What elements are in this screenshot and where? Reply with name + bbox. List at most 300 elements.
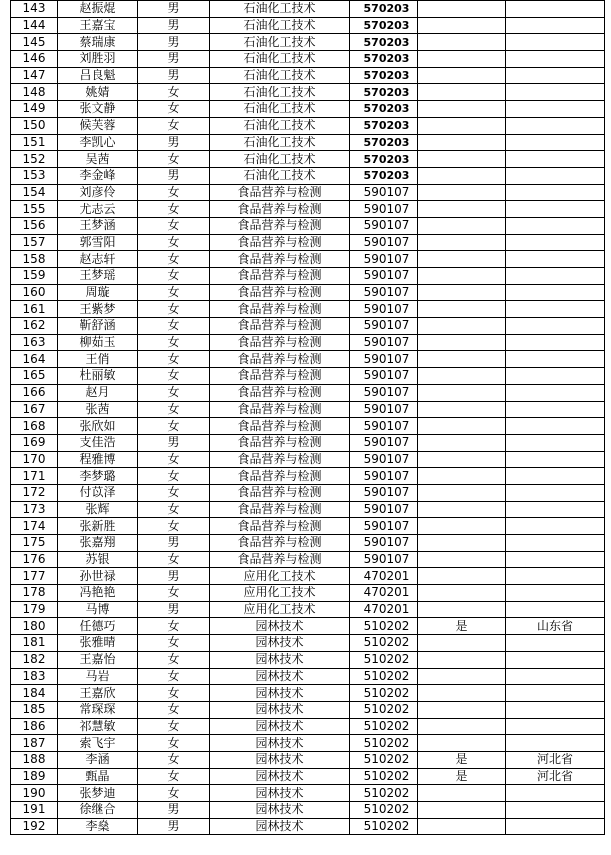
province-cell [506,518,605,535]
gender-cell: 女 [138,484,210,501]
province-cell [506,685,605,702]
student-name-cell: 郭雪阳 [58,234,138,251]
province-cell: 河北省 [506,751,605,768]
flag-cell [418,334,506,351]
province-cell [506,167,605,184]
gender-cell: 女 [138,551,210,568]
student-name-cell: 任德巧 [58,618,138,635]
flag-cell [418,268,506,285]
province-cell [506,384,605,401]
major-cell: 食品营养与检测 [210,334,350,351]
major-cell: 园林技术 [210,768,350,785]
row-number-cell: 148 [11,84,58,101]
gender-cell: 女 [138,518,210,535]
row-number-cell: 177 [11,568,58,585]
row-number-cell: 162 [11,318,58,335]
row-number-cell: 160 [11,284,58,301]
flag-cell [418,184,506,201]
gender-cell: 女 [138,301,210,318]
flag-cell [418,468,506,485]
province-cell [506,635,605,652]
student-name-cell: 程雅博 [58,451,138,468]
gender-cell: 女 [138,351,210,368]
major-cell: 食品营养与检测 [210,368,350,385]
gender-cell: 女 [138,117,210,134]
major-cell: 石油化工技术 [210,1,350,18]
gender-cell: 男 [138,802,210,819]
major-cell: 石油化工技术 [210,151,350,168]
gender-cell: 女 [138,701,210,718]
province-cell [506,418,605,435]
flag-cell [418,201,506,218]
gender-cell: 女 [138,234,210,251]
flag-cell [418,17,506,34]
flag-cell [418,451,506,468]
major-code-cell: 510202 [350,685,418,702]
flag-cell [418,568,506,585]
major-code-cell: 590107 [350,535,418,552]
major-cell: 食品营养与检测 [210,318,350,335]
flag-cell [418,101,506,118]
gender-cell: 男 [138,51,210,68]
gender-cell: 女 [138,368,210,385]
major-cell: 园林技术 [210,751,350,768]
major-code-cell: 510202 [350,635,418,652]
major-code-cell: 590107 [350,184,418,201]
student-name-cell: 马博 [58,601,138,618]
flag-cell [418,318,506,335]
major-cell: 园林技术 [210,618,350,635]
row-number-cell: 167 [11,401,58,418]
row-number-cell: 169 [11,434,58,451]
roster-body [11,1,605,835]
major-code-cell: 570203 [350,1,418,18]
flag-cell [418,668,506,685]
table-row [11,551,605,568]
major-code-cell: 510202 [350,701,418,718]
major-cell: 食品营养与检测 [210,418,350,435]
major-code-cell: 510202 [350,768,418,785]
row-number-cell: 158 [11,251,58,268]
student-name-cell: 张新胜 [58,518,138,535]
row-number-cell: 192 [11,818,58,835]
province-cell [506,301,605,318]
student-name-cell: 蔡瑞康 [58,34,138,51]
gender-cell: 男 [138,167,210,184]
major-cell: 园林技术 [210,818,350,835]
row-number-cell: 144 [11,17,58,34]
table-row [11,117,605,134]
major-cell: 食品营养与检测 [210,535,350,552]
major-cell: 食品营养与检测 [210,217,350,234]
student-name-cell: 靳舒涵 [58,318,138,335]
major-cell: 食品营养与检测 [210,351,350,368]
flag-cell [418,1,506,18]
major-code-cell: 590107 [350,551,418,568]
table-row [11,434,605,451]
student-name-cell: 王俏 [58,351,138,368]
row-number-cell: 143 [11,1,58,18]
gender-cell: 女 [138,651,210,668]
province-cell [506,217,605,234]
gender-cell: 女 [138,268,210,285]
gender-cell: 女 [138,318,210,335]
gender-cell: 女 [138,84,210,101]
major-code-cell: 510202 [350,735,418,752]
major-cell: 石油化工技术 [210,167,350,184]
student-name-cell: 孙世禄 [58,568,138,585]
table-row [11,535,605,552]
row-number-cell: 183 [11,668,58,685]
table-row [11,635,605,652]
table-row [11,84,605,101]
flag-cell [418,551,506,568]
gender-cell: 男 [138,535,210,552]
table-row [11,134,605,151]
gender-cell: 女 [138,668,210,685]
row-number-cell: 152 [11,151,58,168]
major-code-cell: 590107 [350,384,418,401]
major-code-cell: 510202 [350,751,418,768]
table-row [11,334,605,351]
province-cell [506,585,605,602]
major-cell: 石油化工技术 [210,84,350,101]
major-cell: 食品营养与检测 [210,484,350,501]
major-cell: 石油化工技术 [210,134,350,151]
flag-cell [418,234,506,251]
table-row [11,568,605,585]
major-cell: 食品营养与检测 [210,468,350,485]
major-cell: 园林技术 [210,668,350,685]
row-number-cell: 150 [11,117,58,134]
row-number-cell: 166 [11,384,58,401]
major-cell: 食品营养与检测 [210,384,350,401]
major-code-cell: 510202 [350,718,418,735]
table-row [11,268,605,285]
gender-cell: 女 [138,785,210,802]
province-cell [506,468,605,485]
row-number-cell: 180 [11,618,58,635]
flag-cell: 是 [418,618,506,635]
table-row [11,501,605,518]
table-row [11,418,605,435]
row-number-cell: 182 [11,651,58,668]
student-name-cell: 赵志轩 [58,251,138,268]
table-row [11,685,605,702]
table-row [11,184,605,201]
major-code-cell: 590107 [350,284,418,301]
province-cell [506,368,605,385]
major-code-cell: 590107 [350,334,418,351]
flag-cell [418,51,506,68]
row-number-cell: 181 [11,635,58,652]
flag-cell [418,67,506,84]
major-code-cell: 470201 [350,601,418,618]
major-code-cell: 590107 [350,484,418,501]
major-code-cell: 570203 [350,51,418,68]
province-cell [506,651,605,668]
row-number-cell: 174 [11,518,58,535]
flag-cell [418,802,506,819]
major-cell: 食品营养与检测 [210,434,350,451]
student-name-cell: 候芙蓉 [58,117,138,134]
province-cell [506,67,605,84]
table-row [11,234,605,251]
major-code-cell: 570203 [350,84,418,101]
table-row [11,451,605,468]
table-row [11,1,605,18]
flag-cell [418,368,506,385]
major-code-cell: 510202 [350,818,418,835]
province-cell [506,668,605,685]
flag-cell [418,418,506,435]
major-code-cell: 570203 [350,167,418,184]
province-cell [506,802,605,819]
major-code-cell: 510202 [350,651,418,668]
gender-cell: 男 [138,568,210,585]
student-name-cell: 王嘉宝 [58,17,138,34]
student-name-cell: 王梦涵 [58,217,138,234]
major-cell: 园林技术 [210,802,350,819]
student-name-cell: 李梦璐 [58,468,138,485]
table-row [11,318,605,335]
major-code-cell: 470201 [350,585,418,602]
major-code-cell: 590107 [350,217,418,234]
major-code-cell: 510202 [350,802,418,819]
major-code-cell: 590107 [350,451,418,468]
major-cell: 园林技术 [210,735,350,752]
student-name-cell: 张欣如 [58,418,138,435]
flag-cell [418,167,506,184]
student-name-cell: 李涵 [58,751,138,768]
student-name-cell: 姚婧 [58,84,138,101]
major-code-cell: 510202 [350,618,418,635]
student-name-cell: 柳茹玉 [58,334,138,351]
row-number-cell: 146 [11,51,58,68]
row-number-cell: 161 [11,301,58,318]
table-row [11,67,605,84]
province-cell [506,201,605,218]
major-cell: 应用化工技术 [210,568,350,585]
flag-cell [418,718,506,735]
row-number-cell: 159 [11,268,58,285]
major-cell: 石油化工技术 [210,51,350,68]
table-row [11,17,605,34]
table-row [11,401,605,418]
province-cell [506,818,605,835]
student-name-cell: 张茜 [58,401,138,418]
gender-cell: 女 [138,284,210,301]
student-name-cell: 冯艳艳 [58,585,138,602]
major-cell: 应用化工技术 [210,585,350,602]
major-cell: 石油化工技术 [210,117,350,134]
gender-cell: 女 [138,585,210,602]
student-name-cell: 周璇 [58,284,138,301]
major-cell: 园林技术 [210,718,350,735]
gender-cell: 女 [138,401,210,418]
student-name-cell: 张梦迪 [58,785,138,802]
province-cell [506,1,605,18]
province-cell [506,251,605,268]
major-cell: 食品营养与检测 [210,551,350,568]
gender-cell: 女 [138,501,210,518]
province-cell [506,484,605,501]
table-row [11,368,605,385]
row-number-cell: 188 [11,751,58,768]
table-row [11,651,605,668]
gender-cell: 男 [138,818,210,835]
major-code-cell: 590107 [350,468,418,485]
student-name-cell: 张嘉翔 [58,535,138,552]
student-name-cell: 苏银 [58,551,138,568]
flag-cell [418,484,506,501]
flag-cell [418,635,506,652]
gender-cell: 女 [138,451,210,468]
gender-cell: 女 [138,201,210,218]
gender-cell: 女 [138,685,210,702]
table-row [11,384,605,401]
major-code-cell: 510202 [350,668,418,685]
student-name-cell: 张文静 [58,101,138,118]
flag-cell [418,301,506,318]
student-name-cell: 王嘉欣 [58,685,138,702]
flag-cell [418,384,506,401]
table-row [11,167,605,184]
major-cell: 食品营养与检测 [210,234,350,251]
student-name-cell: 索飞宇 [58,735,138,752]
province-cell [506,284,605,301]
province-cell [506,434,605,451]
major-cell: 食品营养与检测 [210,301,350,318]
table-row [11,217,605,234]
major-cell: 食品营养与检测 [210,284,350,301]
table-row [11,751,605,768]
province-cell [506,234,605,251]
student-name-cell: 张雅晴 [58,635,138,652]
table-row [11,101,605,118]
major-cell: 食品营养与检测 [210,268,350,285]
gender-cell: 女 [138,618,210,635]
flag-cell [418,651,506,668]
flag-cell [418,818,506,835]
row-number-cell: 176 [11,551,58,568]
table-row [11,484,605,501]
student-name-cell: 王紫梦 [58,301,138,318]
major-code-cell: 590107 [350,301,418,318]
student-name-cell: 刘彦伶 [58,184,138,201]
row-number-cell: 168 [11,418,58,435]
gender-cell: 女 [138,184,210,201]
student-name-cell: 付苡泽 [58,484,138,501]
row-number-cell: 149 [11,101,58,118]
table-row [11,735,605,752]
flag-cell [418,518,506,535]
row-number-cell: 165 [11,368,58,385]
table-row [11,668,605,685]
row-number-cell: 179 [11,601,58,618]
gender-cell: 女 [138,751,210,768]
row-number-cell: 171 [11,468,58,485]
table-row [11,284,605,301]
student-name-cell: 张辉 [58,501,138,518]
flag-cell: 是 [418,751,506,768]
row-number-cell: 151 [11,134,58,151]
table-row [11,251,605,268]
major-cell: 园林技术 [210,651,350,668]
gender-cell: 男 [138,17,210,34]
row-number-cell: 145 [11,34,58,51]
student-name-cell: 李凯心 [58,134,138,151]
student-name-cell: 王梦瑶 [58,268,138,285]
gender-cell: 女 [138,251,210,268]
major-cell: 园林技术 [210,635,350,652]
row-number-cell: 164 [11,351,58,368]
province-cell [506,84,605,101]
row-number-cell: 172 [11,484,58,501]
province-cell [506,134,605,151]
province-cell [506,701,605,718]
flag-cell [418,701,506,718]
province-cell [506,151,605,168]
flag-cell [418,685,506,702]
flag-cell [418,585,506,602]
flag-cell [418,84,506,101]
major-code-cell: 590107 [350,268,418,285]
major-code-cell: 570203 [350,17,418,34]
major-cell: 园林技术 [210,701,350,718]
gender-cell: 女 [138,718,210,735]
gender-cell: 女 [138,735,210,752]
row-number-cell: 173 [11,501,58,518]
table-row [11,718,605,735]
province-cell [506,17,605,34]
major-cell: 石油化工技术 [210,101,350,118]
major-code-cell: 590107 [350,234,418,251]
major-code-cell: 590107 [350,501,418,518]
student-name-cell: 杜丽敏 [58,368,138,385]
flag-cell [418,134,506,151]
row-number-cell: 155 [11,201,58,218]
gender-cell: 女 [138,384,210,401]
province-cell [506,551,605,568]
flag-cell [418,434,506,451]
major-code-cell: 570203 [350,151,418,168]
table-row [11,151,605,168]
gender-cell: 女 [138,768,210,785]
province-cell [506,184,605,201]
row-number-cell: 186 [11,718,58,735]
table-row [11,768,605,785]
row-number-cell: 156 [11,217,58,234]
province-cell [506,401,605,418]
row-number-cell: 185 [11,701,58,718]
major-code-cell: 510202 [350,785,418,802]
province-cell: 山东省 [506,618,605,635]
province-cell [506,535,605,552]
gender-cell: 男 [138,67,210,84]
major-cell: 食品营养与检测 [210,401,350,418]
major-cell: 食品营养与检测 [210,451,350,468]
flag-cell [418,401,506,418]
province-cell [506,501,605,518]
table-row [11,802,605,819]
major-cell: 食品营养与检测 [210,201,350,218]
student-name-cell: 常琛琛 [58,701,138,718]
student-name-cell: 祁慧敏 [58,718,138,735]
flag-cell [418,151,506,168]
major-code-cell: 570203 [350,101,418,118]
province-cell [506,601,605,618]
